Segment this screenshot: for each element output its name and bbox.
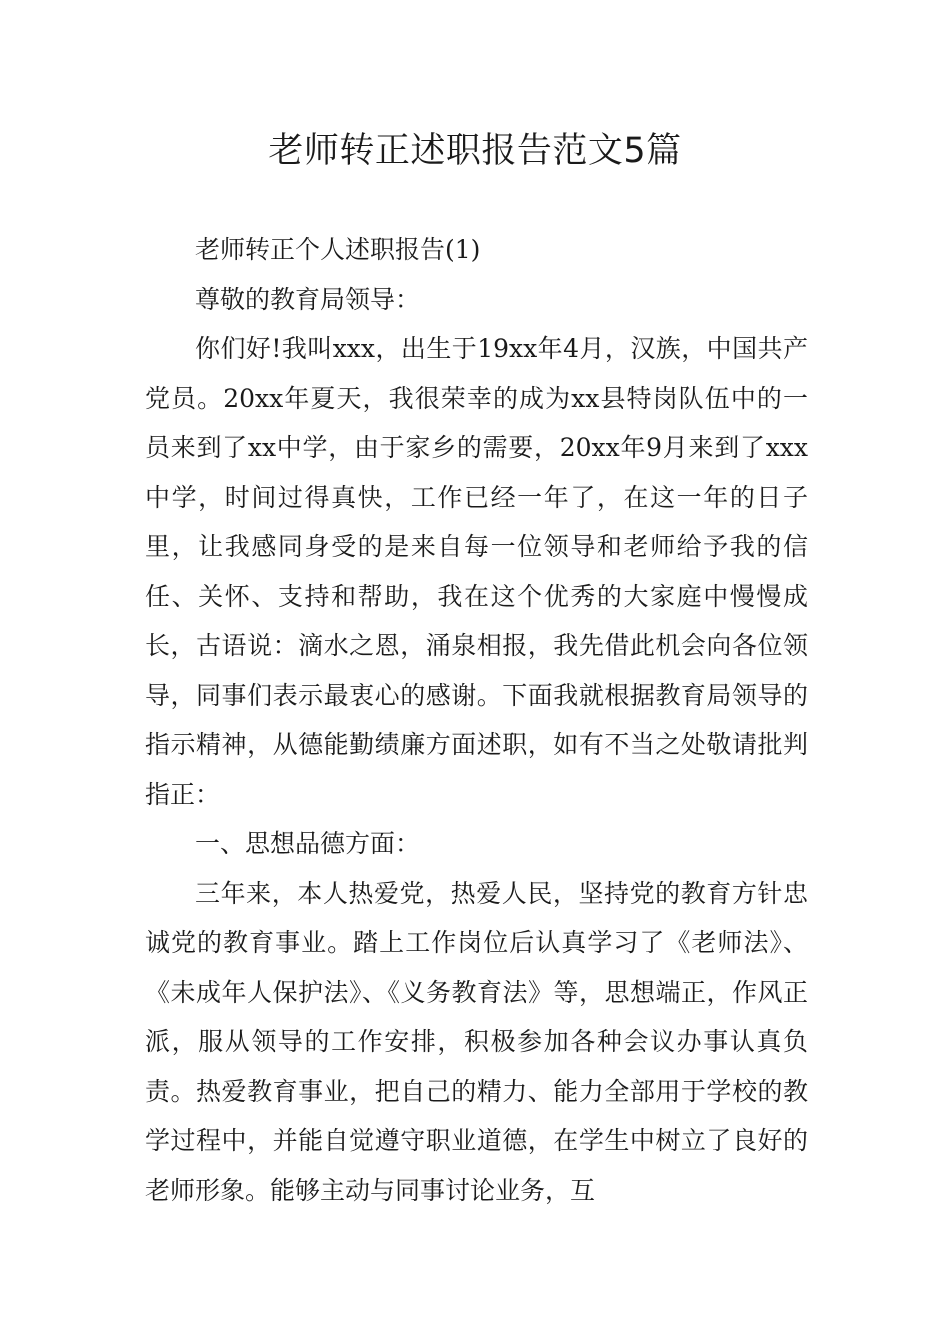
body-paragraph-intro: 你们好!我叫xxx，出生于19xx年4月，汉族，中国共产党员。20xx年夏天，我很荣幸的成为xx县特岗队伍中的一员来到了xx中学，由于家乡的需要，20xx年9月来到了xxx中学，时间过得真快，工作已经一年了，在这一年的日子里，让我感同身受的是来自每一位领导和老师给予我的信任、关怀、支持和帮助，我在这个优秀的大家庭中慢慢成长，古语说：滴水之恩，涌泉相报，我先借此机会向各位领导，同事们表示最衷心的感谢。下面我就根据教育局领导的指示精神，从德能勤绩廉方面述职，如有不当之处敬请批判指正： [145, 334, 808, 809]
section-heading-ideology: 一、思想品德方面： [195, 829, 421, 858]
section-heading-report-1: 老师转正个人述职报告(1) [195, 235, 481, 264]
document-title: 老师转正述职报告范文5篇 [268, 131, 682, 171]
document-body [145, 225, 808, 1215]
body-paragraph-ideology: 三年来，本人热爱党，热爱人民，坚持党的教育方针忠诚党的教育事业。踏上工作岗位后认真学习了《老师法》、《未成年人保护法》、《义务教育法》等，思想端正，作风正派，服从领导的工作安排，积极参加各种会议办事认真负责。热爱教育事业，把自己的精力、能力全部用于学校的教学过程中，并能自觉遵守职业道德，在学生中树立了良好的老师形象。能够主动与同事讨论业务，互 [145, 878, 808, 1205]
salutation: 尊敬的教育局领导： [195, 284, 421, 314]
